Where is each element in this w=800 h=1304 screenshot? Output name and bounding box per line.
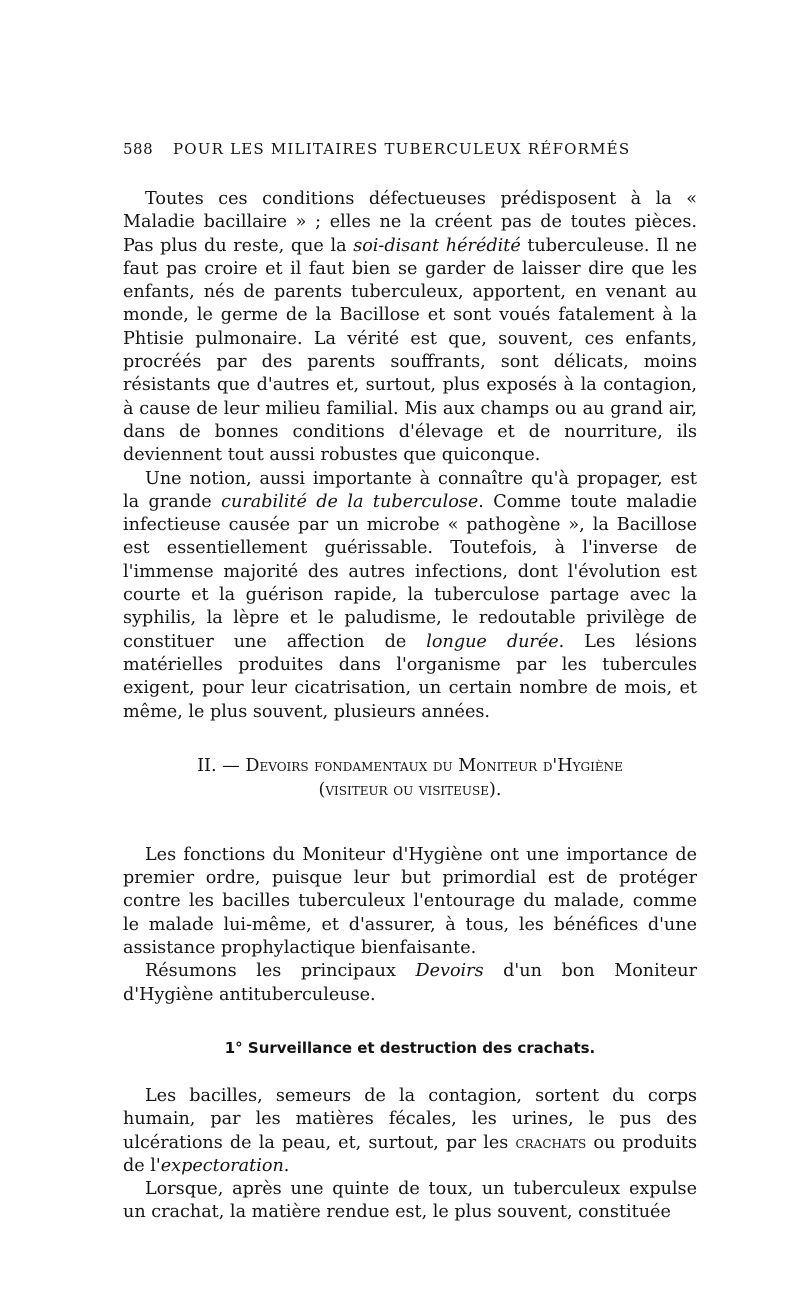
italic-phrase: curabilité de la tuberculose: [221, 491, 479, 512]
section-heading-line: II. — Devoirs fondamentaux du Moniteur d'Hygiène: [197, 755, 623, 776]
section-heading: [123, 754, 697, 802]
running-header: [123, 140, 697, 158]
page-number: 588: [123, 140, 154, 158]
paragraph-functions: Les fonctions du Moniteur d'Hygiène ont une importance de premier ordre, puisque leur but primordial est de protéger contre les bacilles tuberculeux l'entourage du malade, comme le malade lui-même, et d'assurer, à tous, les bénéfices d'une assistance prophylactique bienfaisante.: [123, 844, 697, 959]
paragraph-curability: Une notion, aussi importante à connaître qu'à propager, est la grande curabilité de la tuberculose. Comme toute maladie infectieuse causée par un microbe « pathogène », la Bacillose est essentiellement guérissable. Toutefois, à l'inverse de l'immense majorité des autres infections, dont l'évolution est courte et la guérison rapide, la tuberculose partage avec la syphilis, la lèpre et le paludisme, le redoutable privilège de constituer une affection de longue durée. Les lésions matérielles produites dans l'organisme par les tubercules exigent, pour leur cicatrisation, un certain nombre de mois, et même, le plus souvent, plusieurs années.: [123, 468, 698, 722]
subsection-heading: 1° Surveillance et destruction des crachats.: [224, 1038, 596, 1057]
running-title: POUR LES MILITAIRES TUBERCULEUX RÉFORMÉS: [173, 140, 631, 158]
paragraph-heredity: Toutes ces conditions défectueuses prédisposent à la « Maladie bacillaire » ; elles ne la créent pas de toutes pièces. Pas plus du reste, que la soi-disant hérédité tuberculeuse. Il ne faut pas croire et il faut bien se garder de laisser dire que les enfants, nés de parents tuberculeux, apportent, en venant au monde, le germe de la Bacillose et sont voués fatalement à la Phtisie pulmonaire. La vérité est que, souvent, ces enfants, procréés par des parents souffrants, sont délicats, moins résistants que d'autres et, surtout, plus exposés à la contagion, à cause de leur milieu familial. Mis aux champs ou au grand air, dans de bonnes conditions d'élevage et de nourriture, ils deviennent tout aussi robustes que quiconque.: [123, 189, 698, 466]
paragraph-duties-summary: Résumons les principaux Devoirs d'un bon Moniteur d'Hygiène antituberculeuse.: [123, 961, 697, 1005]
italic-phrase: expectoration: [160, 1155, 284, 1176]
book-page: [123, 140, 697, 1225]
paragraph-bacilli: Les bacilles, semeurs de la contagion, sortent du corps humain, par les matières fécales, les urines, le pus des ulcérations de la peau, et, surtout, par les crachats ou produits de l'expectoration.: [123, 1085, 697, 1176]
italic-phrase: Devoirs: [415, 961, 484, 982]
paragraph-crachat: Lorsque, après une quinte de toux, un tuberculeux expulse un crachat, la matière rendue est, le plus souvent, constituée: [123, 1179, 697, 1223]
italic-phrase: soi-disant hérédité: [353, 235, 521, 256]
italic-phrase: longue durée: [426, 631, 559, 652]
section-heading-line: (visiteur ou visiteuse).: [318, 779, 502, 800]
smallcaps-term: crachats: [515, 1132, 587, 1153]
